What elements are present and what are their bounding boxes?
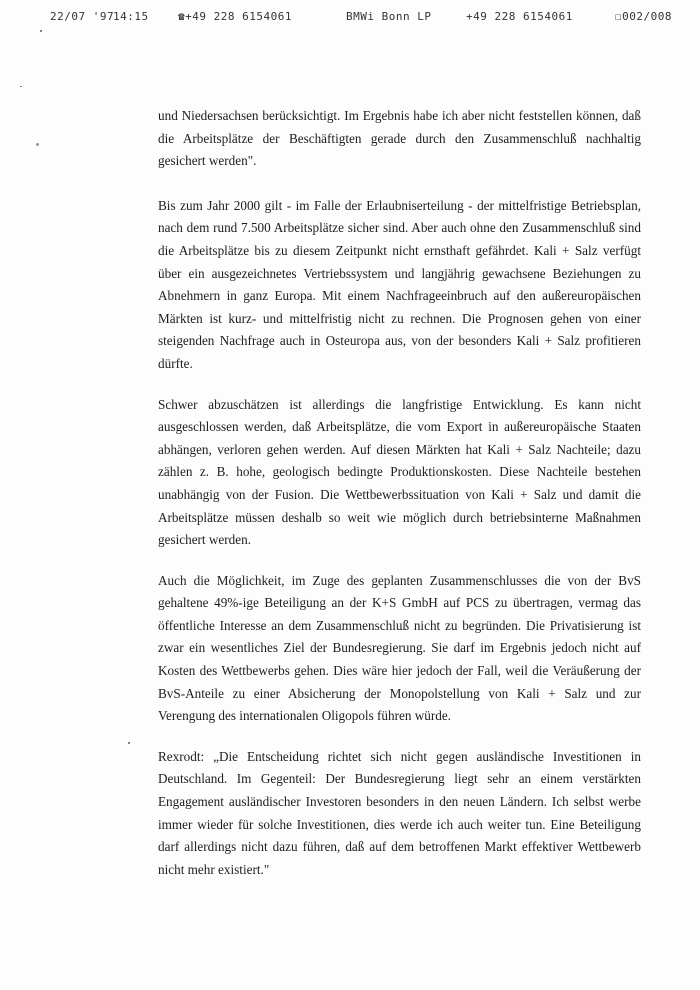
paragraph-4: Auch die Möglichkeit, im Zuge des geplanten Zusammenschlusses die von der BvS gehaltene 49%-ige Beteiligung an der K+S GmbH auf PCS zu übertragen, vermag das öffentliche Interesse an dem Zusammenschluß nicht zu begründen. Die Privatisierung ist zwar ein wesentliches Ziel der Bundesregierung. Sie darf im Ergebnis jedoch nicht auf Kosten des Wettbewerbs gehen. Dies wäre hier jedoch der Fall, weil die Veräußerung der BvS-Anteile zu einer Absicherung der Monopolstellung von Kali + Salz und zur Verengung des internationalen Oligopols führen würde. [158,572,641,724]
fax-sender-name: BMWi Bonn LP [346,10,432,23]
fax-time: 14:15 [113,10,149,23]
fax-page-counter: ☐002/008 [615,10,672,23]
paragraph-3: Schwer abzuschätzen ist allerdings die langfristige Entwicklung. Es kann nicht ausgeschlossen werden, daß Arbeitsplätze, die vom Export in außereuropäische Staaten abhängen, verloren gehen werden. Auf diesen Märkten hat Kali + Salz Nachteile; dazu zählen z. B. hohe, geologisch bedingte Produktionskosten. Diese Nachteile bestehen unabhängig von der Fusion. Die Wettbewerbssituation von Kali + Salz und damit die Arbeitsplätze müssen deshalb so weit wie möglich durch betriebsinterne Maßnahmen gesichert werden. [158,396,641,548]
scan-speck [20,86,22,87]
paragraph-2: Bis zum Jahr 2000 gilt - im Falle der Erlaubniserteilung - der mittelfristige Betriebsplan, nach dem rund 7.500 Arbeitsplätze sicher sind. Aber auch ohne den Zusammenschluß sind die Arbeitsplätze bis zu diesem Zeitpunkt nicht ernsthaft gefährdet. Kali + Salz verfügt über ein ausgezeichnetes Vertriebssystem und langjährig gewachsene Beziehungen zu Abnehmern in ganz Europa. Mit einem Nachfrageeinbruch auf den außereuropäischen Märkten ist kurz- und mittelfristig nicht zu rechnen. Die Prognosen gehen von einer steigenden Nachfrage auch in Osteuropa aus, von der besonders Kali + Salz profitieren dürfte. [158,197,641,371]
fax-date: 22/07 '97 [50,10,115,23]
fax-sender-phone: ☎+49 228 6154061 [178,10,292,23]
scan-speck [36,143,39,146]
letter-body [158,105,641,899]
scan-speck [40,30,42,32]
paragraph-5: Rexrodt: „Die Entscheidung richtet sich nicht gegen ausländische Investitionen in Deutschland. Im Gegenteil: Der Bundesregierung liegt sehr an einem verstärkten Engagement ausländischer Investoren besonders in den neuen Ländern. Ich selbst werbe immer wieder für solche Investitionen, dies werde ich auch weiter tun. Eine Beteiligung darf allerdings nicht dazu führen, daß auf dem betroffenen Markt effektiver Wettbewerb nicht mehr existiert." [158,748,641,877]
fax-sender-phone-secondary: +49 228 6154061 [466,10,573,23]
scan-speck [128,742,130,744]
paragraph-1: und Niedersachsen berücksichtigt. Im Ergebnis habe ich aber nicht feststellen können, daß die Arbeitsplätze der Beschäftigten gerade durch den Zusammenschluß nachhaltig gesichert werden". [158,108,641,169]
fax-header [0,6,700,26]
